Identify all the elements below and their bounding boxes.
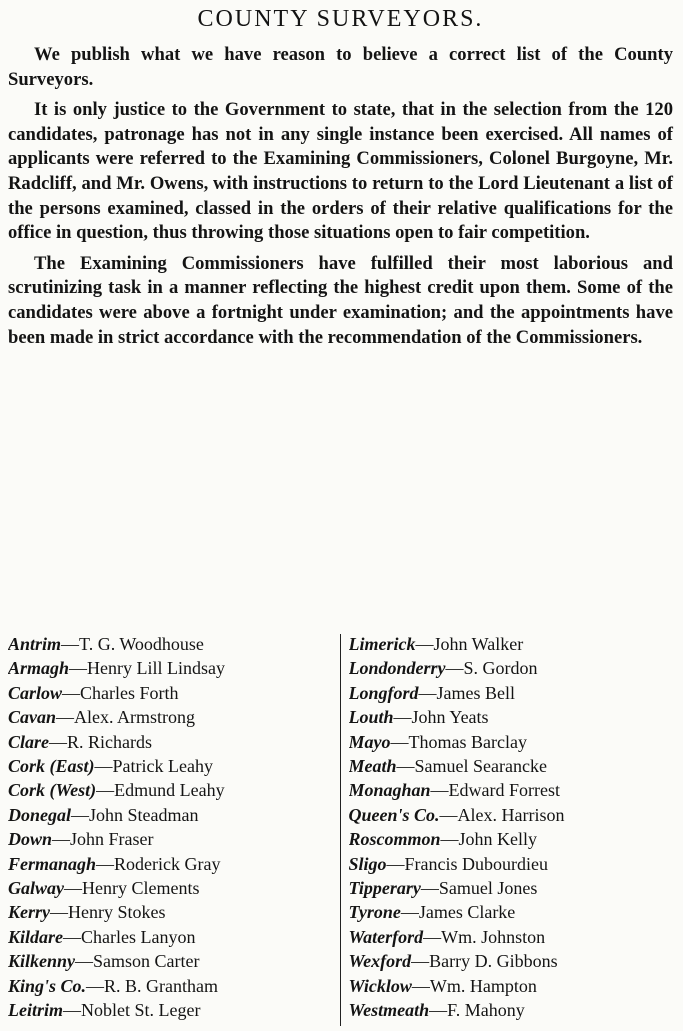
county-name: Donegal [8,804,71,825]
surveyor-name: James Clarke [418,902,516,923]
em-dash: — [61,634,80,654]
em-dash: — [423,926,442,947]
surveyor-column-left [8,632,340,1028]
county-name: Queen's Co. [348,804,440,825]
surveyor-name: F. Mahony [447,1000,525,1021]
surveyor-name: Charles Forth [80,682,179,703]
county-name: Cavan [8,707,57,728]
surveyor-entry [8,632,334,656]
em-dash: — [50,902,68,923]
em-dash: — [86,975,105,996]
em-dash: — [440,829,459,850]
county-name: Monaghan [348,780,431,801]
county-name: Kilkenny [8,951,76,972]
surveyor-name: Alex. Armstrong [74,707,196,728]
surveyor-name: Edward Forrest [448,780,561,801]
commissioners-paragraph: The Examining Commissioners have fulfilled their most laborious and scrutinizing task in a manner reflecting the highest credit upon them. Some of the candidates were above a fortnight under examination; and the appointments have been made in strict accordance with the recommendation of the Commissioners. [8,252,673,348]
surveyor-name: John Fraser [70,829,154,850]
surveyor-entry [8,876,334,900]
surveyor-entry [8,778,334,802]
surveyor-entry [8,949,334,973]
government-paragraph: It is only justice to the Government to state, that in the selection from the 120 candidates, patronage has not in any single instance been exercised. All names of applicants were referred to the Examining Commissioners, Colonel Burgoyne, Mr. Radcliff, and Mr. Owens, with instructions to return to the Lord Lieutenant a list of the persons examined, classed in the orders of their relative qualifications for the office in question, thus throwing those situations open to fair competition. [8,99,673,244]
em-dash: — [63,926,82,947]
surveyor-name: R. B. Grantham [104,975,219,996]
county-name: Roscommon [348,829,441,850]
county-name: Leitrim [8,1000,63,1021]
surveyor-entry [349,852,675,876]
county-name: Limerick [348,634,416,654]
em-dash: — [396,756,415,777]
surveyor-list [8,632,674,1028]
em-dash: — [71,804,89,825]
em-dash: — [418,682,437,703]
em-dash: — [69,658,88,679]
surveyor-name: Barry D. Gibbons [429,951,558,972]
surveyor-entry [349,876,675,900]
county-name: Armagh [8,658,70,679]
county-name: Clare [8,731,50,752]
surveyor-entry [8,827,334,851]
surveyor-entry [349,827,675,851]
surveyor-name: Alex. Harrison [457,804,565,825]
surveyor-name: Thomas Barclay [408,731,527,752]
county-name: Down [8,829,53,850]
surveyor-entry [8,998,334,1022]
surveyor-entry [8,852,334,876]
surveyor-name: Francis Dubourdieu [404,853,548,874]
surveyor-entry [8,656,334,680]
surveyor-name: John Kelly [458,829,538,850]
surveyor-name: Wm. Hampton [429,975,537,996]
surveyor-entry [349,632,675,656]
em-dash: — [411,951,430,972]
county-name: Galway [8,878,64,899]
surveyor-name: Henry Stokes [68,902,166,923]
surveyor-entry [349,705,675,729]
county-name: Kildare [8,926,64,947]
surveyor-entry [8,803,334,827]
surveyor-column-right [341,632,675,1028]
surveyor-name: Henry Clements [82,878,200,899]
surveyor-name: Charles Lanyon [81,926,196,947]
em-dash: — [393,707,412,728]
surveyor-name: John Steadman [89,804,199,825]
county-name: Tipperary [348,878,421,899]
surveyor-name: John Yeats [411,707,489,728]
surveyor-entry [349,900,675,924]
surveyor-name: R. Richards [67,731,153,752]
surveyor-name: Roderick Gray [114,853,221,874]
surveyor-entry [349,730,675,754]
surveyor-name: T. G. Woodhouse [79,634,204,654]
surveyor-entry [8,925,334,949]
surveyor-name: Henry Lill Lindsay [87,658,226,679]
surveyor-entry [349,949,675,973]
county-name: Waterford [348,926,424,947]
county-name: Cork (East) [8,756,95,777]
em-dash: — [386,853,405,874]
county-name: Londonderry [348,658,446,679]
em-dash: — [56,707,75,728]
county-name: Fermanagh [8,853,97,874]
em-dash: — [96,780,115,801]
county-name: Wicklow [348,975,412,996]
surveyor-entry [349,998,675,1022]
em-dash: — [62,682,81,703]
surveyor-entry [349,974,675,998]
county-name: Tyrone [348,902,401,923]
surveyor-entry [8,730,334,754]
surveyor-name: Edmund Leahy [114,780,225,801]
surveyor-name: Wm. Johnston [441,926,546,947]
county-name: Carlow [8,682,63,703]
county-name: Antrim [8,634,62,654]
em-dash: — [96,853,115,874]
surveyor-entry [349,925,675,949]
em-dash: — [429,1000,448,1021]
county-name: Mayo [348,731,391,752]
surveyor-name: Samuel Jones [438,878,538,899]
county-name: Wexford [348,951,412,972]
em-dash: — [415,634,434,654]
em-dash: — [63,1000,81,1021]
em-dash: — [75,951,94,972]
surveyor-name: Noblet St. Leger [81,1000,201,1021]
em-dash: — [411,975,430,996]
surveyor-entry [8,705,334,729]
surveyor-name: John Walker [433,634,524,654]
surveyor-name: Patrick Leahy [112,756,213,777]
county-name: Westmeath [348,1000,430,1021]
county-name: Meath [348,756,397,777]
surveyor-entry [8,974,334,998]
surveyor-name: Samson Carter [93,951,200,972]
surveyor-entry [8,754,334,778]
surveyor-entry [349,656,675,680]
em-dash: — [390,731,409,752]
county-name: Louth [348,707,394,728]
newspaper-clipping [0,6,683,1031]
surveyor-entry [8,900,334,924]
em-dash: — [52,829,71,850]
em-dash: — [430,780,449,801]
intro-paragraph: We publish what we have reason to believe a correct list of the County Surveyors. [8,44,673,90]
county-name: Sligo [348,853,387,874]
surveyor-name: Samuel Searancke [414,756,547,777]
surveyor-entry [349,754,675,778]
em-dash: — [94,756,113,777]
surveyor-name: S. Gordon [463,658,538,679]
county-name: King's Co. [8,975,87,996]
em-dash: — [420,878,439,899]
surveyor-entry [8,681,334,705]
em-dash: — [49,731,68,752]
em-dash: — [445,658,464,679]
article-title: COUNTY SURVEYORS. [197,6,484,32]
em-dash: — [400,902,419,923]
county-name: Kerry [8,902,50,923]
surveyor-entry [349,803,675,827]
surveyor-entry [349,778,675,802]
county-name: Cork (West) [8,780,97,801]
county-name: Longford [348,682,419,703]
em-dash: — [439,804,458,825]
surveyor-entry [349,681,675,705]
em-dash: — [64,878,82,899]
surveyor-name: James Bell [436,682,516,703]
